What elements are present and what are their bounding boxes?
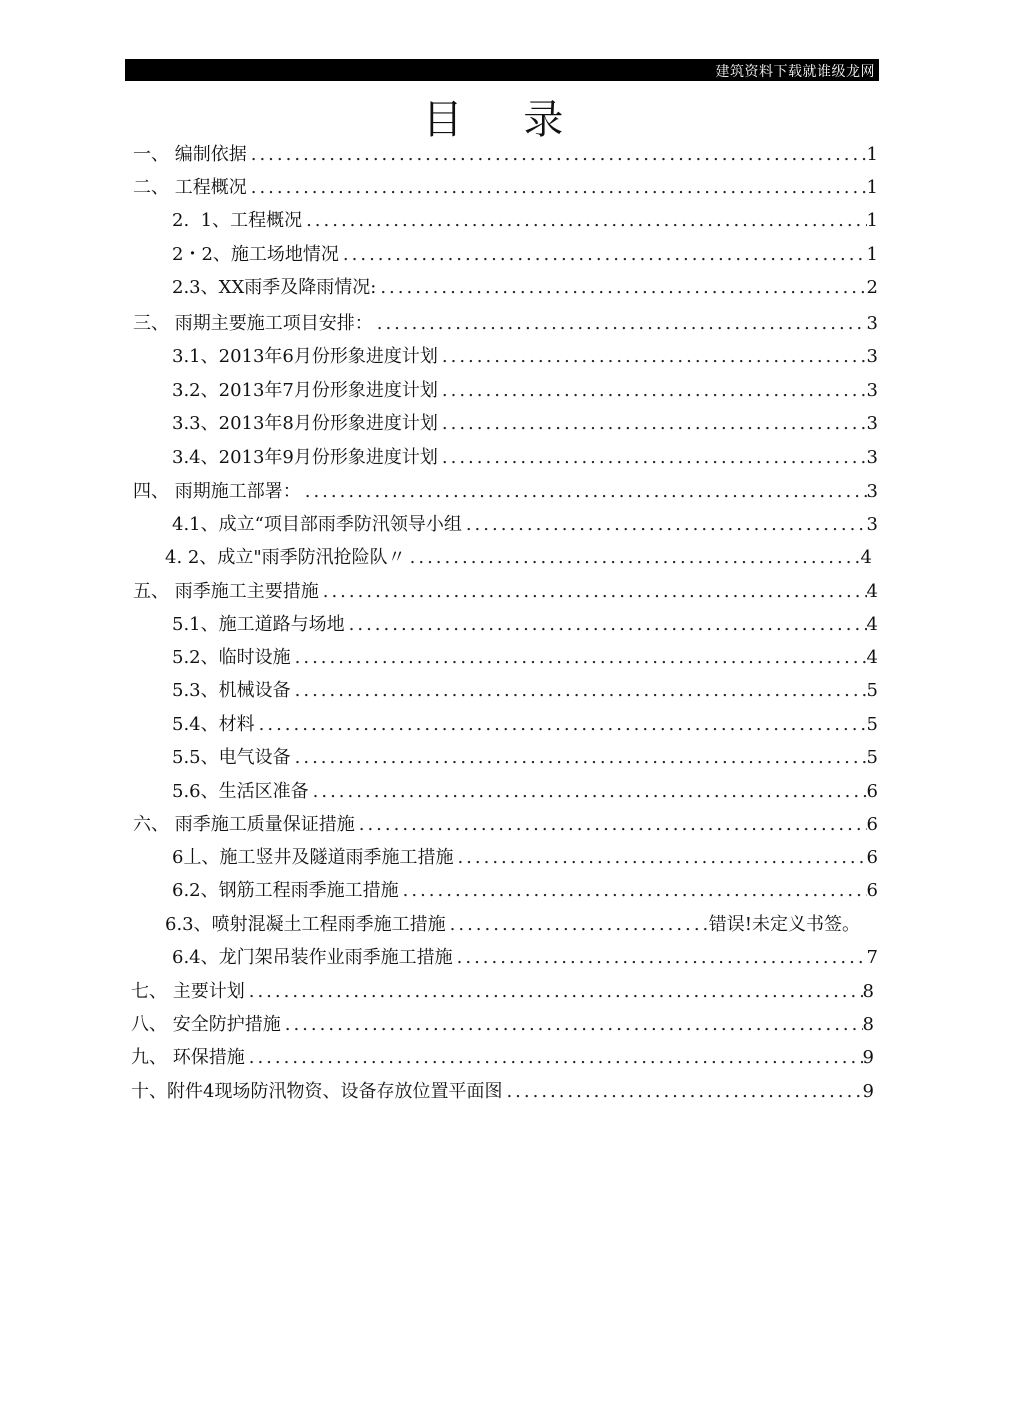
toc-leader-dots [301, 479, 867, 505]
toc-entry[interactable] [172, 678, 878, 704]
toc-entry-label: 6.4、龙门架吊装作业雨季施工措施 [172, 947, 453, 968]
toc-entry[interactable] [172, 878, 878, 904]
toc-leader-dots [453, 845, 866, 871]
toc-entry-page: 5 [866, 747, 878, 768]
toc-entry-page: 4 [866, 647, 878, 668]
toc-entry-label: 5.1、施工道路与场地 [172, 614, 345, 635]
toc-entry[interactable] [172, 645, 878, 671]
toc-entry[interactable] [133, 175, 878, 201]
toc-entry[interactable] [133, 311, 878, 337]
toc-entry-label: 三、 雨期主要施工项目安排： [133, 313, 373, 334]
toc-entry-page: 6 [866, 880, 878, 901]
toc-leader-dots [438, 378, 867, 404]
toc-entry[interactable] [172, 242, 878, 268]
toc-entry-label: 3.3、2013年8月份形象进度计划 [172, 413, 438, 434]
toc-leader-dots [255, 712, 867, 738]
toc-entry-label: 4. 2、成立"雨季防汛抢险队〃 [165, 547, 406, 568]
toc-leader-dots [446, 912, 709, 938]
header-banner-text: 建筑资料下载就谁级龙网 [715, 64, 875, 80]
toc-entry-label: 5.6、生活区准备 [172, 781, 309, 802]
toc-leader-dots [438, 445, 867, 471]
toc-entry-label: 5.2、临时设施 [172, 647, 291, 668]
toc-leader-dots [245, 979, 863, 1005]
toc-entry[interactable] [165, 912, 860, 938]
toc-entry[interactable] [131, 1079, 874, 1105]
toc-entry-label: 6.3、喷射混凝土工程雨季施工措施 [165, 914, 446, 935]
toc-entry-label: 四、 雨期施工部署： [133, 481, 301, 502]
toc-entry[interactable] [133, 479, 878, 505]
toc-entry[interactable] [172, 779, 878, 805]
header-banner [125, 59, 879, 81]
toc-entry-page: 6 [866, 814, 878, 835]
toc-entry-page: 7 [866, 947, 878, 968]
toc-entry[interactable] [172, 411, 878, 437]
toc-entry-label: 5.3、机械设备 [172, 680, 291, 701]
toc-entry-page: 3 [866, 447, 878, 468]
toc-entry-label: 七、 主要计划 [131, 981, 245, 1002]
toc-entry-label: 二、 工程概况 [133, 177, 247, 198]
toc-entry-page: 1 [866, 177, 878, 198]
toc-entry-label: 3.2、2013年7月份形象进度计划 [172, 380, 438, 401]
toc-entry-label: 3.1、2013年6月份形象进度计划 [172, 346, 438, 367]
toc-entry[interactable] [172, 208, 878, 234]
toc-entry[interactable] [172, 712, 878, 738]
toc-entry-page: 8 [862, 1014, 874, 1035]
toc-entry-label: 十、附件4现场防汛物资、设备存放位置平面图 [131, 1081, 503, 1102]
toc-leader-dots [355, 812, 867, 838]
toc-entry-page: 8 [862, 981, 874, 1002]
toc-leader-dots [302, 208, 866, 234]
toc-entry-page: 5 [866, 680, 878, 701]
toc-entry-page: 4 [866, 581, 878, 602]
toc-entry-label: 6丄、施工竖井及隧道雨季施工措施 [172, 847, 454, 868]
toc-entry-label: 九、 环保措施 [131, 1047, 245, 1068]
toc-entry-page: 9 [862, 1081, 874, 1102]
page-title: 目 录 [422, 97, 588, 143]
toc-leader-dots [319, 579, 867, 605]
toc-entry-page: 2 [866, 277, 878, 298]
toc-leader-dots [245, 1045, 863, 1071]
toc-entry-page: 1 [866, 244, 878, 265]
toc-leader-dots [345, 612, 867, 638]
toc-entry[interactable] [131, 1045, 874, 1071]
toc-entry-label: 2. 1、工程概况 [172, 210, 303, 231]
toc-entry-page: 错误!未定义书签。 [708, 914, 860, 935]
toc-entry-label: 2・2、施工场地情况 [172, 244, 339, 265]
toc-entry-page: 1 [866, 144, 878, 165]
toc-entry[interactable] [131, 1012, 874, 1038]
toc-leader-dots [291, 678, 867, 704]
toc-leader-dots [247, 142, 867, 168]
toc-entry-label: 2.3、XX雨季及降雨情况: [172, 277, 377, 298]
toc-entry[interactable] [133, 142, 878, 168]
toc-entry[interactable] [172, 612, 878, 638]
toc-leader-dots [399, 878, 867, 904]
toc-entry-page: 3 [866, 481, 878, 502]
toc-entry-label: 3.4、2013年9月份形象进度计划 [172, 447, 438, 468]
toc-entry-page: 4 [866, 614, 878, 635]
toc-entry-label: 4.1、成立“项目部雨季防汛领导小组 [172, 514, 462, 535]
toc-entry-page: 3 [866, 514, 878, 535]
toc-entry-label: 六、 雨季施工质量保证措施 [133, 814, 355, 835]
toc-leader-dots [291, 645, 867, 671]
toc-entry-page: 4 [860, 547, 872, 568]
toc-entry[interactable] [172, 845, 878, 871]
toc-entry-label: 5.5、电气设备 [172, 747, 291, 768]
toc-entry[interactable] [172, 344, 878, 370]
toc-leader-dots [339, 242, 867, 268]
toc-entry-page: 3 [866, 346, 878, 367]
toc-entry[interactable] [172, 745, 878, 771]
toc-entry-label: 6.2、钢筋工程雨季施工措施 [172, 880, 399, 901]
toc-entry[interactable] [165, 545, 872, 571]
toc-leader-dots [309, 779, 867, 805]
toc-leader-dots [406, 545, 861, 571]
toc-entry-label: 八、 安全防护措施 [131, 1014, 281, 1035]
toc-entry[interactable] [172, 378, 878, 404]
toc-leader-dots [291, 745, 867, 771]
toc-entry[interactable] [172, 945, 878, 971]
toc-entry-page: 1 [866, 210, 878, 231]
toc-entry[interactable] [172, 275, 878, 301]
toc-leader-dots [438, 344, 867, 370]
toc-entry-page: 3 [866, 380, 878, 401]
toc-entry[interactable] [131, 979, 874, 1005]
toc-entry-label: 5.4、材料 [172, 714, 255, 735]
toc-leader-dots [502, 1079, 862, 1105]
toc-leader-dots [453, 945, 867, 971]
toc-leader-dots [438, 411, 867, 437]
toc-entry-page: 6 [866, 781, 878, 802]
toc-leader-dots [373, 311, 867, 337]
toc-entry[interactable] [133, 579, 878, 605]
toc-leader-dots [281, 1012, 863, 1038]
toc-entry[interactable] [172, 512, 878, 538]
toc-leader-dots [462, 512, 867, 538]
toc-entry-label: 一、 编制依据 [133, 144, 247, 165]
toc-leader-dots [247, 175, 867, 201]
toc-entry-page: 3 [866, 413, 878, 434]
toc-leader-dots [376, 275, 866, 301]
toc-entry-page: 3 [866, 313, 878, 334]
toc-entry-page: 5 [866, 714, 878, 735]
toc-entry[interactable] [133, 812, 878, 838]
toc-entry[interactable] [172, 445, 878, 471]
toc-entry-label: 五、 雨季施工主要措施 [133, 581, 319, 602]
toc-entry-page: 9 [862, 1047, 874, 1068]
toc-entry-page: 6 [866, 847, 878, 868]
